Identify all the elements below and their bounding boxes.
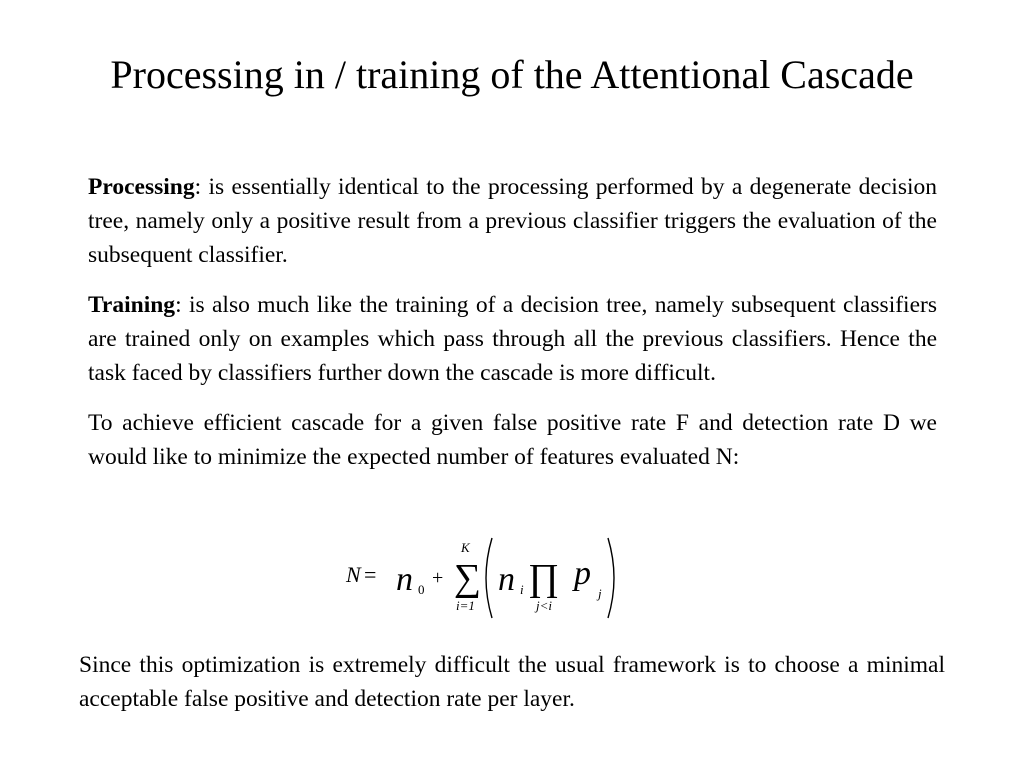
formula-p-subscript: j [598, 586, 602, 601]
formula-prod-lower: j<i [536, 598, 552, 613]
formula-n0: n [396, 561, 413, 598]
formula-plus: + [432, 567, 444, 589]
slide-body [88, 170, 937, 490]
paragraph-processing [88, 170, 937, 272]
paragraph-training [88, 288, 937, 390]
formula-lhs: N [346, 562, 361, 587]
text-objective: To achieve efficient cascade for a given false positive rate F and detection rate D we would like to minimize the expected number of features evaluated N: [88, 410, 937, 470]
expected-features-formula [340, 532, 640, 624]
term-processing: Processing [88, 174, 195, 200]
formula-ni-subscript: i [520, 582, 524, 597]
term-training: Training [88, 292, 176, 318]
text-processing: : is essentially identical to the processing performed by a degenerate decision tree, namely only a positive result from a previous classifier triggers the evaluation of the subsequent classifier. [88, 174, 937, 268]
sum-symbol-icon: ∑ [454, 557, 482, 599]
paragraph-objective [88, 406, 937, 474]
right-paren-icon [608, 538, 614, 618]
formula-p: p [574, 555, 591, 592]
formula-equals: = [364, 562, 377, 587]
left-paren-icon [486, 538, 492, 618]
text-training: : is also much like the training of a decision tree, namely subsequent classifiers are trained only on examples which pass through all the previous classifiers. Hence the task faced by classifiers further down the cascade is more difficult. [88, 292, 937, 386]
closing-paragraph: Since this optimization is extremely difficult the usual framework is to choose a minimal acceptable false positive and detection rate per layer. [79, 652, 945, 712]
formula-n0-subscript: 0 [418, 582, 425, 597]
slide-title: Processing in / training of the Attentional Cascade [110, 52, 914, 97]
formula-sum-lower: i=1 [456, 598, 475, 613]
formula-ni: n [498, 561, 515, 598]
formula-sum-upper: K [461, 540, 470, 555]
product-symbol-icon: ∏ [528, 557, 560, 599]
